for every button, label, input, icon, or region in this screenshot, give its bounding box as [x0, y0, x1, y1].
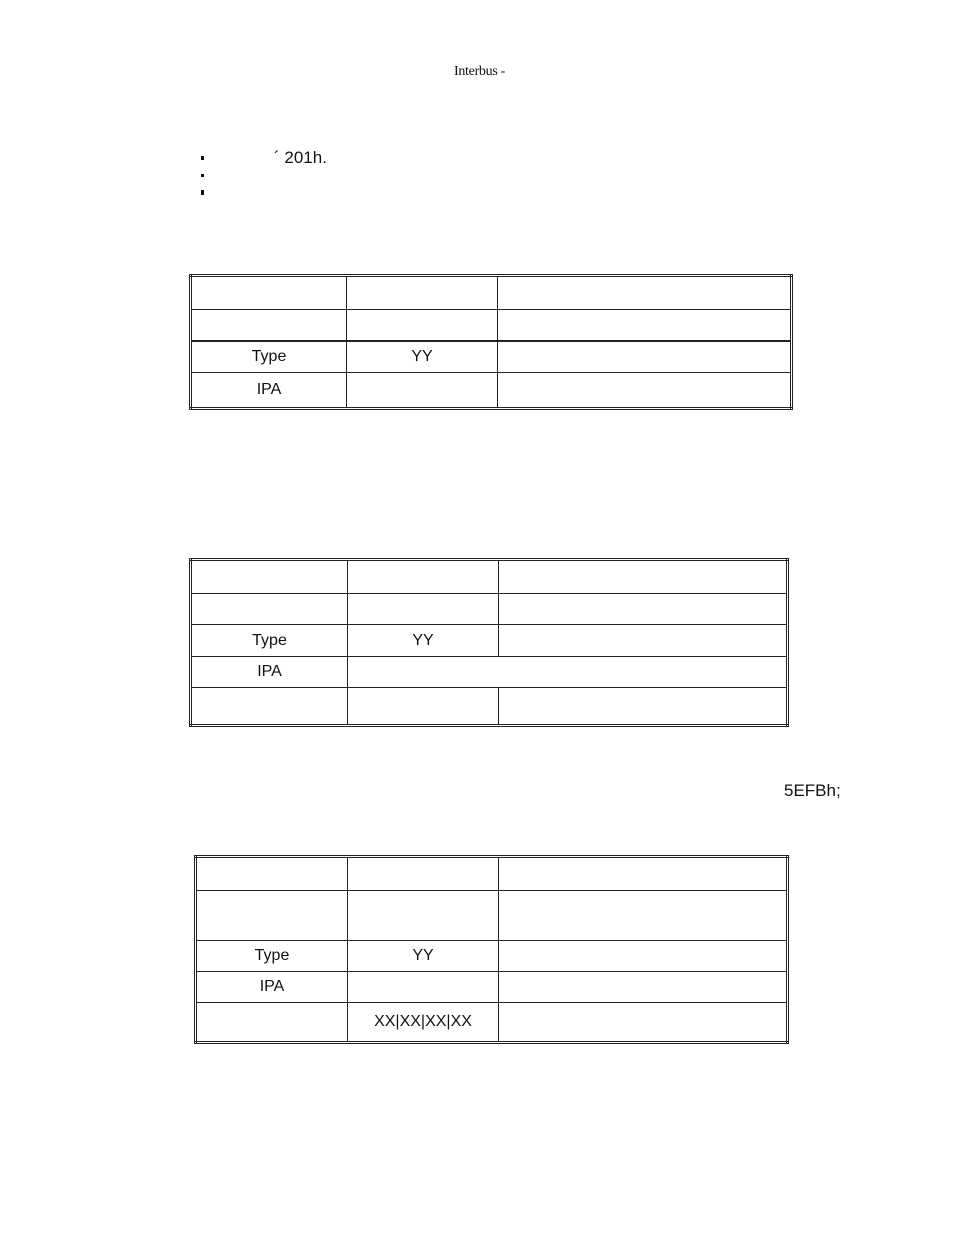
table-cell: [348, 560, 499, 594]
table-cell: [191, 310, 347, 342]
table-row: [196, 891, 788, 941]
table-cell: [498, 276, 792, 310]
table-cell: [348, 891, 499, 941]
table-row: [191, 657, 788, 688]
table-cell: [499, 941, 788, 972]
table-cell: [499, 688, 788, 726]
table-cell: [499, 891, 788, 941]
table-row: [191, 373, 792, 409]
table-row: [191, 688, 788, 726]
table-cell: [498, 310, 792, 342]
table-cell: [191, 276, 347, 310]
table-cell: IPA: [191, 657, 348, 688]
bullet-marker: [201, 156, 204, 160]
table-cell: [196, 891, 348, 941]
table-cell: [347, 373, 498, 409]
table-cell: [498, 341, 792, 373]
table-cell: Type: [191, 625, 348, 657]
table-cell: Type: [191, 341, 347, 373]
table-cell: [499, 594, 788, 625]
table-cell: [191, 560, 348, 594]
table-2: [189, 558, 789, 727]
bullet-line-1: ´ 201h.: [274, 148, 327, 167]
table-cell: [347, 310, 498, 342]
table-cell: [498, 373, 792, 409]
table-row: [196, 972, 788, 1003]
table-cell: [499, 1003, 788, 1043]
table-row: [191, 625, 788, 657]
table-cell: [347, 276, 498, 310]
bullet-marker: [201, 190, 204, 195]
table-cell: IPA: [191, 373, 347, 409]
table-cell: [499, 972, 788, 1003]
table-row: [191, 341, 792, 373]
table-row: [196, 941, 788, 972]
page-header: Interbus -: [454, 64, 506, 79]
table-cell: [348, 857, 499, 891]
table-cell: [191, 594, 348, 625]
table-cell: IPA: [196, 972, 348, 1003]
table-cell: Type: [196, 941, 348, 972]
table-cell: YY: [348, 941, 499, 972]
table-3: [194, 855, 789, 1044]
bullet-marker: [201, 174, 204, 177]
table-row: [191, 310, 792, 342]
table-row: [196, 857, 788, 891]
table-row: [191, 560, 788, 594]
table-row: [191, 276, 792, 310]
table-cell: YY: [347, 341, 498, 373]
table-cell: [348, 657, 788, 688]
side-note: 5EFBh;: [784, 781, 841, 800]
table-cell: [499, 857, 788, 891]
table-cell: [348, 688, 499, 726]
table-cell: [348, 972, 499, 1003]
table-row: [191, 594, 788, 625]
table-cell: [499, 625, 788, 657]
table-cell: [196, 857, 348, 891]
table-cell: [196, 1003, 348, 1043]
table-cell: [348, 594, 499, 625]
table-row: [196, 1003, 788, 1043]
table-cell: [499, 560, 788, 594]
table-1: [189, 274, 793, 410]
table-cell: [191, 688, 348, 726]
table-cell: XX|XX|XX|XX: [348, 1003, 499, 1043]
table-cell: YY: [348, 625, 499, 657]
